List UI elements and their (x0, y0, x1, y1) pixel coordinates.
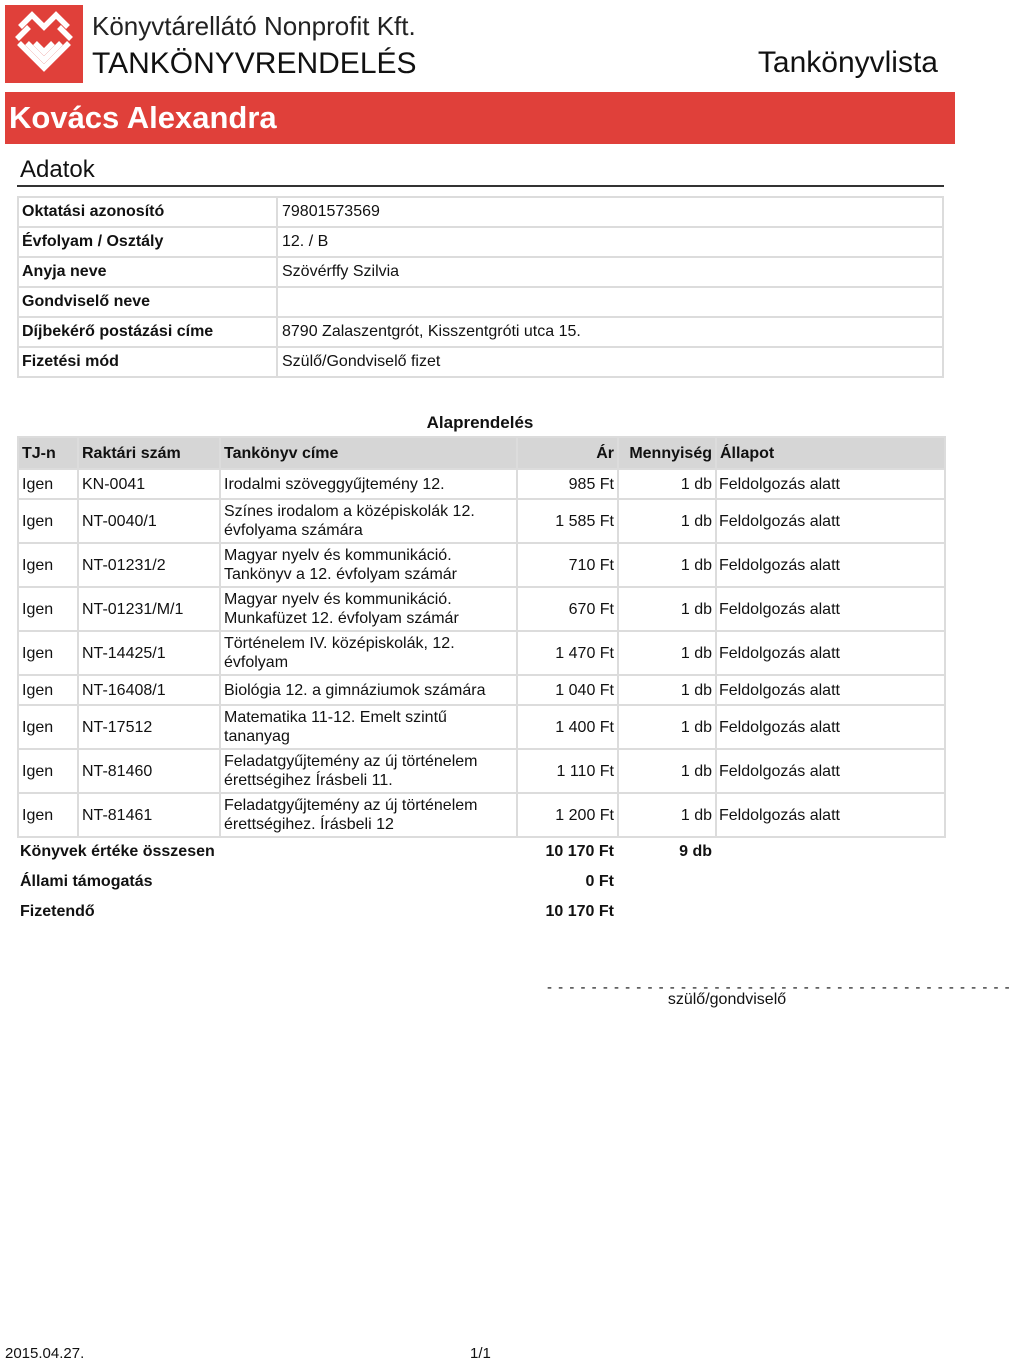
payable-value: 10 170 Ft (545, 903, 614, 920)
section-divider (17, 185, 944, 187)
system-title: TANKÖNYVRENDELÉS (92, 47, 417, 80)
item-status: Feldolgozás alatt (716, 749, 945, 793)
table-row (18, 587, 945, 631)
order-items-table (17, 436, 946, 838)
item-qty: 1 db (618, 705, 716, 749)
data-row (18, 197, 943, 227)
footer-page-number: 1/1 (470, 1345, 491, 1362)
item-price: 1 400 Ft (517, 705, 618, 749)
item-tj: Igen (18, 543, 78, 587)
item-code: NT-01231/2 (78, 543, 220, 587)
signature-label: szülő/gondviselő (667, 991, 787, 1008)
item-qty: 1 db (618, 793, 716, 837)
table-row (18, 543, 945, 587)
item-tj: Igen (18, 469, 78, 499)
data-value: Szövérffy Szilvia (277, 257, 943, 287)
signature-line: - - - - - - - - - - - - - - - - - - - - - - - - - - - - - - - - - - - - - - - - - - (547, 979, 1011, 996)
item-title: Irodalmi szöveggyűjtemény 12. (220, 469, 517, 499)
document-type: Tankönyvlista (757, 46, 938, 79)
item-qty: 1 db (618, 469, 716, 499)
item-tj: Igen (18, 705, 78, 749)
item-title: Matematika 11-12. Emelt szintű tananyag (220, 705, 517, 749)
logo (5, 5, 83, 83)
item-tj: Igen (18, 749, 78, 793)
item-price: 1 585 Ft (517, 499, 618, 543)
data-row (18, 227, 943, 257)
totals-table (17, 837, 944, 927)
total-row (17, 867, 944, 897)
data-row (18, 317, 943, 347)
data-value (277, 287, 943, 317)
item-status: Feldolgozás alatt (716, 793, 945, 837)
item-status: Feldolgozás alatt (716, 705, 945, 749)
student-name: Kovács Alexandra (9, 100, 277, 135)
item-title: Feladatgyűjtemény az új történelem érettségihez Írásbeli 11. (220, 749, 517, 793)
column-header-status: Állapot (716, 437, 945, 469)
data-label: Fizetési mód (18, 347, 277, 377)
item-qty: 1 db (618, 587, 716, 631)
data-label: Díjbekérő postázási címe (18, 317, 277, 347)
data-value: 12. / B (277, 227, 943, 257)
table-row (18, 631, 945, 675)
books-total-label: Könyvek értéke összesen (20, 843, 215, 860)
item-price: 710 Ft (517, 543, 618, 587)
item-qty: 1 db (618, 543, 716, 587)
column-header-price: Ár (517, 437, 618, 469)
data-value: 8790 Zalaszentgrót, Kisszentgróti utca 15. (277, 317, 943, 347)
table-row (18, 705, 945, 749)
item-tj: Igen (18, 499, 78, 543)
item-code: NT-16408/1 (78, 675, 220, 705)
item-qty: 1 db (618, 749, 716, 793)
item-code: NT-17512 (78, 705, 220, 749)
item-status: Feldolgozás alatt (716, 587, 945, 631)
total-row (17, 837, 944, 867)
data-label: Oktatási azonosító (18, 197, 277, 227)
item-title: Magyar nyelv és kommunikáció. Munkafüzet 12. évfolyam számár (220, 587, 517, 631)
item-price: 1 470 Ft (517, 631, 618, 675)
item-title: Feladatgyűjtemény az új történelem érettségihez. Írásbeli 12 (220, 793, 517, 837)
state-support-label: Állami támogatás (20, 873, 153, 890)
column-header-tj: TJ-n (18, 437, 78, 469)
item-tj: Igen (18, 587, 78, 631)
item-price: 1 200 Ft (517, 793, 618, 837)
student-name-band (5, 92, 955, 144)
table-header-row (18, 437, 945, 469)
item-code: NT-0040/1 (78, 499, 220, 543)
table-row (18, 675, 945, 705)
data-label: Anyja neve (18, 257, 277, 287)
data-row (18, 287, 943, 317)
item-qty: 1 db (618, 499, 716, 543)
item-status: Feldolgozás alatt (716, 631, 945, 675)
data-label: Évfolyam / Osztály (18, 227, 277, 257)
item-qty: 1 db (618, 631, 716, 675)
item-tj: Igen (18, 675, 78, 705)
data-label: Gondviselő neve (18, 287, 277, 317)
table-row (18, 469, 945, 499)
table-row (18, 749, 945, 793)
item-code: NT-81460 (78, 749, 220, 793)
item-tj: Igen (18, 631, 78, 675)
item-title: Színes irodalom a középiskolák 12. évfolyama számára (220, 499, 517, 543)
item-status: Feldolgozás alatt (716, 675, 945, 705)
footer-date: 2015.04.27. (5, 1345, 85, 1362)
data-section-title: Adatok (20, 156, 95, 183)
item-status: Feldolgozás alatt (716, 469, 945, 499)
state-support-value: 0 Ft (585, 873, 614, 890)
column-header-title: Tankönyv címe (220, 437, 517, 469)
item-qty: 1 db (618, 675, 716, 705)
item-code: NT-01231/M/1 (78, 587, 220, 631)
item-title: Történelem IV. középiskolák, 12. évfolyam (220, 631, 517, 675)
item-code: KN-0041 (78, 469, 220, 499)
item-price: 1 110 Ft (517, 749, 618, 793)
item-price: 985 Ft (517, 469, 618, 499)
item-status: Feldolgozás alatt (716, 543, 945, 587)
item-price: 670 Ft (517, 587, 618, 631)
data-row (18, 257, 943, 287)
payable-label: Fizetendő (20, 903, 95, 920)
item-price: 1 040 Ft (517, 675, 618, 705)
item-code: NT-14425/1 (78, 631, 220, 675)
column-header-qty: Mennyiség (618, 437, 716, 469)
total-row (17, 897, 944, 927)
student-data-table (17, 196, 944, 378)
data-row (18, 347, 943, 377)
organization-name: Könyvtárellátó Nonprofit Kft. (92, 11, 416, 41)
item-code: NT-81461 (78, 793, 220, 837)
item-title: Magyar nyelv és kommunikáció. Tankönyv a 12. évfolyam számár (220, 543, 517, 587)
item-tj: Igen (18, 793, 78, 837)
data-value: 79801573569 (277, 197, 943, 227)
item-title: Biológia 12. a gimnáziumok számára (220, 675, 517, 705)
books-total-qty: 9 db (679, 843, 712, 860)
heart-logo-icon (5, 5, 83, 83)
table-row (18, 499, 945, 543)
column-header-code: Raktári szám (78, 437, 220, 469)
data-value: Szülő/Gondviselő fizet (277, 347, 943, 377)
item-status: Feldolgozás alatt (716, 499, 945, 543)
order-title: Alaprendelés (426, 413, 534, 432)
books-total-value: 10 170 Ft (545, 843, 614, 860)
table-row (18, 793, 945, 837)
